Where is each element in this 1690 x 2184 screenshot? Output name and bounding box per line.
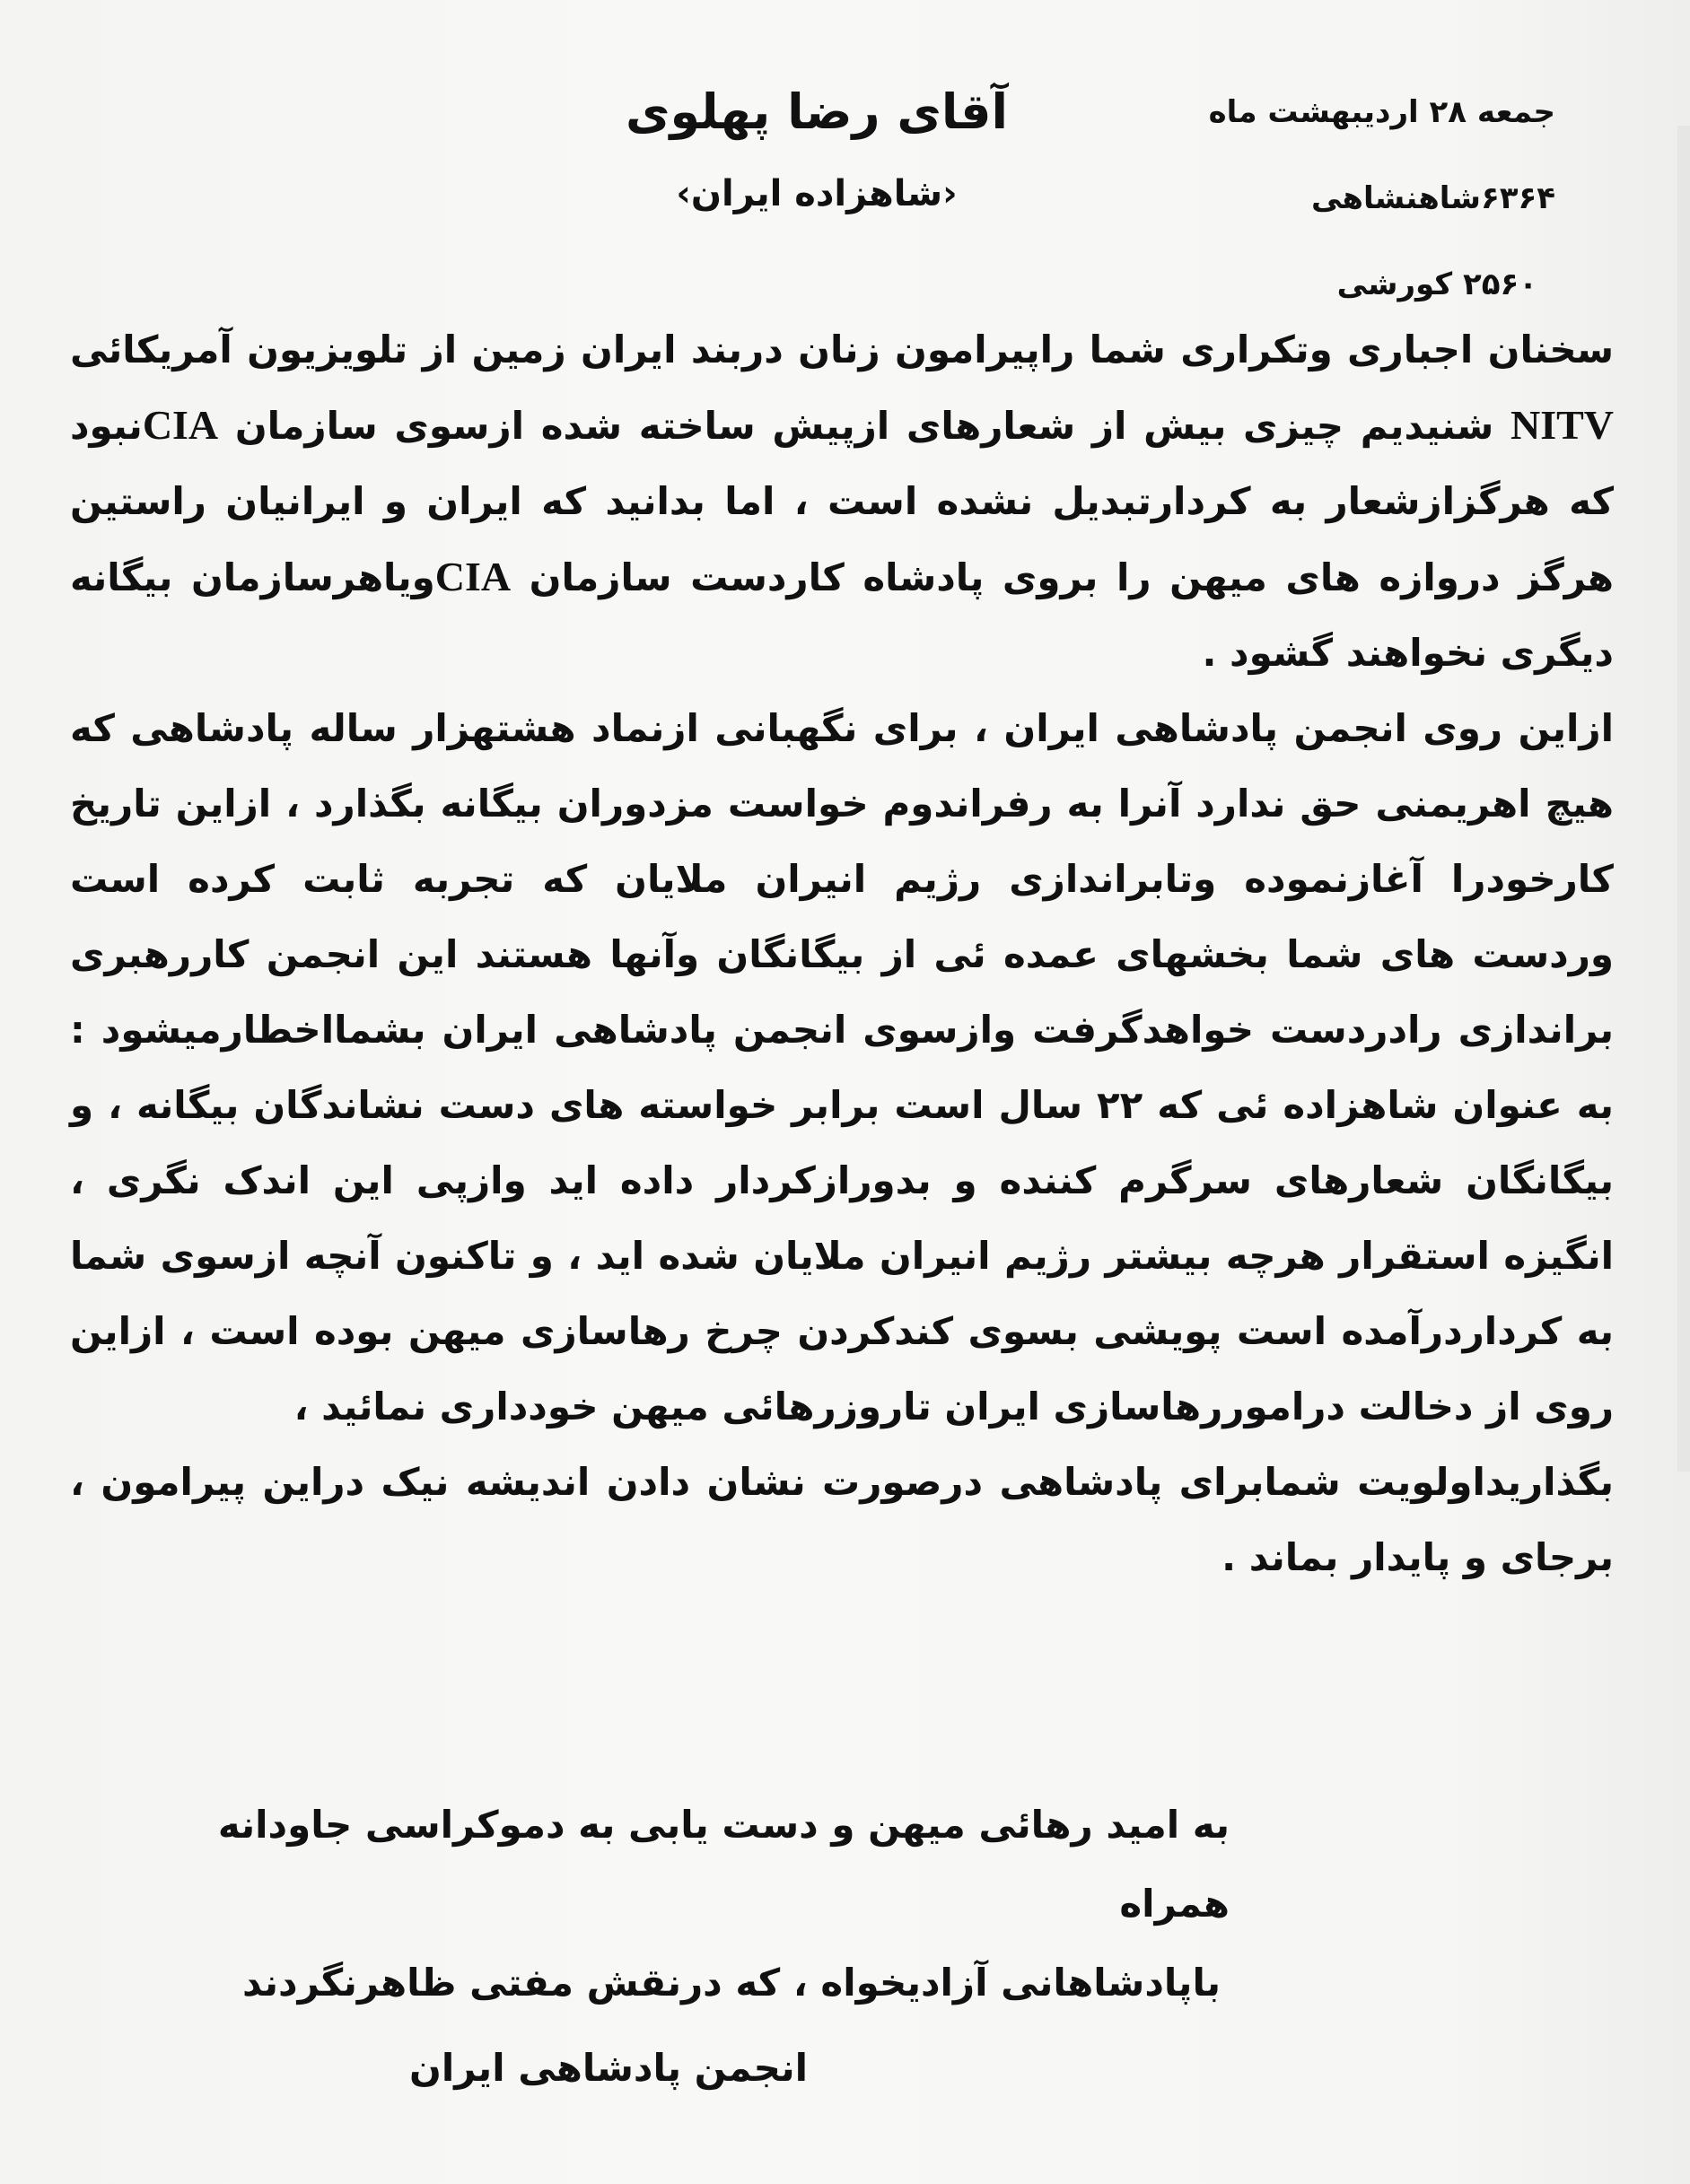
letter-closing	[108, 1786, 1230, 2022]
paragraph-1-part-c: نبود که هرگزازشعار به کردارتبدیل نشده است ، اما بدانید که ایران و ایرانیان راستین هرگز دروازه های میهن را بروی پادشاه کاردست سازمان	[70, 404, 1615, 599]
letter-body	[70, 312, 1614, 1595]
date-block	[1178, 90, 1555, 348]
paragraph-2: ازاین روی انجمن پادشاهی ایران ، برای نگهبانی ازنماد هشتهزار ساله پادشاهی که هیچ اهریمنی حق ندارد آنرا به رفراندوم خواست مزدوران بیگانه بگذارد ، ازاین تاریخ کارخودرا آغازنموده وتابراندازی رژیم انیران ملایان که تجربه ثابت کرده است وردست های شما بخشهای عمده ئی از بیگانگان وآنها هستند این انجمن کاررهبری براندازی رادردست خواهدگرفت وازسوی انجمن پادشاهی ایران بشمااخطارمیشود : به عنوان شاهزاده ئی که ۲۲ سال است برابر خواسته های دست نشاندگان بیگانه ، و بیگانگان شعارهای سرگرم کننده و بدورازکردار داده اید وازپی این اندک نگری ، انگیزه استقرار هرچه بیشتر رژیم انیران ملایان شده اید ، و تاکنون آنچه ازسوی شما به کرداردرآمده است پویشی بسوی کندکردن چرخ رهاسازی میهن بوده است ، ازاین روی از دخالت دراموررهاسازی ایران تاروزرهائی میهن خودداری نمائید ،	[70, 706, 1614, 1428]
cia-text-1: CIA	[142, 402, 219, 448]
date-line-cyrus-year: ۲۵۶۰ کورشی	[1336, 266, 1537, 302]
closing-line-2: باپادشاهانی آزادیخواه ، که درنقش مفتی ظاهرنگردند	[242, 1961, 1221, 2005]
date-line-imperial-year: ۶۳۶۴شاهنشاهی	[1310, 180, 1555, 216]
paragraph-1-part-b: شنیدیم چیزی بیش از شعارهای ازپیش ساخته شده ازسوی سازمان	[218, 404, 1510, 448]
letter-title: آقای رضا پهلوی	[625, 83, 1009, 140]
paragraph-1	[70, 312, 1614, 691]
nitv-text: NITV	[1510, 402, 1614, 448]
letter-subtitle: ‹شاهزاده ایران›	[676, 173, 958, 214]
paragraph-1-part-d: ویاهرسازمان بیگانه دیگری نخواهند گشود .	[70, 555, 1614, 675]
date-line-day: جمعه ۲۸ اردیبهشت ماه	[1208, 94, 1555, 130]
closing-line-1: به امید رهائی میهن و دست یابی به دموکراسی جاودانه همراه	[217, 1803, 1230, 1926]
scan-edge-shadow	[1677, 126, 1690, 1472]
cia-text-2: CIA	[434, 554, 512, 599]
letter-header	[0, 81, 1690, 305]
signature: انجمن پادشاهی ایران	[409, 2046, 808, 2090]
paragraph-3: بگذاریداولویت شمابرای پادشاهی درصورت نشان دادن اندیشه نیک دراین پیرامون ، برجای و پایدار بماند .	[70, 1460, 1614, 1579]
paragraph-1-part-a: سخنان اجباری وتکراری شما راپیرامون زنان دربند ایران زمین از تلویزیون آمریکائی	[70, 328, 1614, 371]
